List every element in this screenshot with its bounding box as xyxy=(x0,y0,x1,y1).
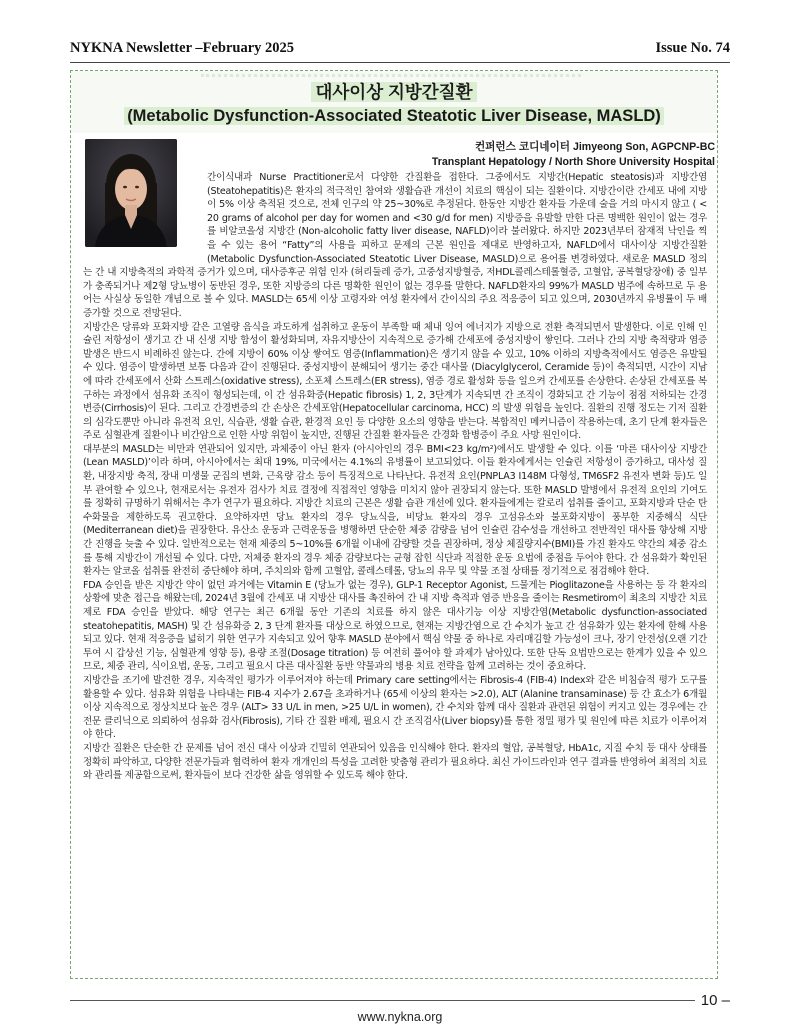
footer-website: www.nykna.org xyxy=(357,1010,443,1024)
header-rule xyxy=(70,62,730,63)
article-body xyxy=(83,171,707,783)
title-band xyxy=(71,71,717,133)
paragraph: 지방간을 조기에 발견한 경우, 지속적인 평가가 이루어져야 하는데 Primary care setting에서는 Fibrosis-4 (FIB-4) Index와 같은 비침습적 평가 도구를 활용할 수 있다. 섬유화 위험을 나타내는 FIB-4 지수가 2.67을 초과하거나 (65세 이상의 환자는 >2.0), ALT (Alanine transaminase) 등 간 효소가 6개월 이상 지속적으로 정상치보다 높은 경우 (ALT> 33 U/L in men, >25 U/L in women), 간 수치와 함께 대사 질환과 관련된 위험이 커지고 있는 경우에는 간 전문 클리닉으로 의뢰하여 섬유화 검사(Fibrosis), 기타 간 질환 배제, 필요시 간 조직검사(Liver biopsy)를 통한 정밀 평가 및 원인에 따른 치료가 이루어져야 한다. xyxy=(83,674,707,741)
paragraph: FDA 승인을 받은 지방간 약이 없던 과거에는 Vitamin E (당뇨가 없는 경우), GLP-1 Receptor Agonist, 드물게는 Pioglitazone을 사용하는 등 각 환자의 상황에 맞춘 접근을 해왔는데, 2024년 3월에 간세포 내 지방산 대사를 촉진하여 간 내 지방 축적과 염증 반응을 줄이는 Resmetirom이 최초의 지방간 치료제로 FDA 승인을 받았다. 해당 연구는 최근 6개월 동안 기존의 치료를 하지 않은 대사기능 이상 지방간염(Metabolic dysfunction-associated steatohepatitis, MASH) 및 간 섬유화증 2, 3 단계 환자를 대상으로 하였으므로, 현재는 지방간염으로 간 수치가 높고 간 섬유화가 있는 환자에 한해 사용되고 있다. 현재 적응증을 넓히기 위한 연구가 지속되고 있어 향후 MASLD 분야에서 핵심 약물 중 하나로 자리매김할 가능성이 크나, 장기 안전성(오랜 기간 투여 시 갑상선 기능, 심혈관계 영향 등), 용량 조절(Dosage titration) 등 여전히 풀어야 할 과제가 남아있다. 또한 단독 요법만으로는 한계가 있을 수 있으므로, 체중 관리, 식이요법, 운동, 그리고 필요시 다른 대사질환 동반 약물과의 병용 치료 전략을 함께 고려하는 것이 중요하다. xyxy=(83,579,707,673)
article-frame xyxy=(70,70,718,979)
footer-rule xyxy=(70,1000,730,1001)
paragraph: 지방간 질환은 단순한 간 문제를 넘어 전신 대사 이상과 긴밀히 연관되어 있음을 인식해야 한다. 환자의 혈압, 공복혈당, HbA1c, 지질 수치 등 대사 상태를 정확히 파악하고, 다양한 전문가들과 협력하여 환자 개개인의 특성을 고려한 맞춤형 관리가 필요하다. 최신 가이드라인과 연구 결과를 반영하여 최적의 치료와 관리를 제공함으로써, 환자들이 보다 건강한 삶을 영위할 수 있도록 해야 한다. xyxy=(83,742,707,782)
page-number: 10 – xyxy=(695,992,732,1009)
photo-wrap-spacer xyxy=(83,171,207,263)
author-affiliation-line: Transplant Hepatology / North Shore University Hospital xyxy=(431,156,715,168)
paragraph: 지방간은 당류와 포화지방 같은 고열량 음식을 과도하게 섭취하고 운동이 부족할 때 체내 잉여 에너지가 지방으로 전환 축적되면서 발생한다. 이로 인해 인슐린 저항성이 생기고 간 내 신생 지방 합성이 활성화되며, 자유지방산이 지속적으로 증가해 간세포에 중성지방이 쌓인다. 그러나 간의 지방 축적량과 염증 발생은 반드시 비례하진 않는다. 간에 지방이 60% 이상 쌓여도 염증(Inflammation)은 생기지 않을 수 있고, 10% 이하의 지방축적에서도 염증은 유발될 수 있다. 염증이 발생하면 보통 다음과 같이 진행된다. 중성지방이 분해되어 생기는 중간 대사물 (Diacylglycerol, Ceramide 등)이 축적되면, 시간이 지남에 따라 간세포에서 산화 스트레스(oxidative stress), 소포체 스트레스(ER stress), 염증 경로 활성화 등을 일으켜 간세포를 손상한다. 손상된 간세포를 복구하는 과정에서 섬유화 조직이 형성되는데, 이 간 섬유화증(Hepatic fibrosis) 1, 2, 3단계가 지속되면 간 조직이 경화되고 간 기능이 점점 저하되는 간경변증(Cirrhosis)이 된다. 그리고 간경변증의 간 손상은 간세포암(Hepatocellular carcinoma, HCC) 의 발생 위험을 높인다. 질환의 진행 정도는 기저 질환의 심각도뿐만 아니라 유전적 요인, 식습관, 생활 습관, 환경적 요인 등 다양한 요소의 영향을 받는다. 복합적인 메커니즘이 작용하는데, 초기 단계 환자들은 주로 심혈관계 질환이나 비간암으로 인한 사망 위험이 높지만, 진행된 간질환 환자들은 간경화 합병증이 주요 사망 원인이다. xyxy=(83,321,707,442)
newsletter-header xyxy=(70,38,730,62)
paragraph: 간이식내과 Nurse Practitioner로서 다양한 간질환을 접한다. 그중에서도 지방간(Hepatic steatosis)과 지방간염(Steatohepatitis)은 환자의 적극적인 참여와 생활습관 개선이 치료의 핵심이 되는 질환이다. 지방간이란 간세포 내에 지방이 5% 이상 축적된 것으로, 전체 인구의 약 25~30%로 추정된다. 한동안 지방간 환자들 가운데 술을 거의 마시지 않고 ( < 20 grams of alcohol per day for women and <30 g/d for men) 지방증을 유발할 만한 다른 명백한 원인이 없는 경우를 비알코올성 지방간 (Non-alcoholic fatty liver disease, NAFLD)이라 불러왔다. 하지만 2023년부터 잠재적 낙인을 찍을 수 있는 용어 “Fatty”의 사용을 피하고 문제의 근본 원인을 제대로 반영하고자, NAFLD에서 대사이상 지방간질환(Metabolic Dysfunction-Associated Steatotic Liver Disease, MASLD)으로 용어를 변경하였다. 새로운 MASLD 정의는 간 내 지방축적의 과학적 증거가 있으며, 대사증후군 위험 인자 (허리둘레 증가, 고중성지방혈증, 저HDL콜레스테롤혈증, 고혈압, 공복혈당장애) 중 일부가 충족되거나 제2형 당뇨병이 동반된 경우, 또한 지방증의 다른 명확한 원인이 없는 경우를 말한다. NAFLD환자의 99%가 MASLD 범주에 속하므로 두 용어는 사실상 동일한 개념으로 볼 수 있다. MASLD는 65세 이상 고령자와 여성 환자에서 간이식의 주요 적응증이 되고 있으며, 2030년까지 유병률이 두 배 증가할 것으로 전망된다. xyxy=(83,172,707,319)
author-name-line: 컨퍼런스 코디네이터 Jimyeong Son, AGPCNP-BC xyxy=(474,141,715,153)
article-title-korean: 대사이상 지방간질환 xyxy=(71,79,717,104)
newsletter-name: NYKNA Newsletter –February 2025 xyxy=(70,40,295,56)
paragraph: 대부분의 MASLD는 비만과 연관되어 있지만, 과체중이 아닌 환자 (아시아인의 경우 BMI<23 kg/m²)에서도 발생할 수 있다. 이를 ‘마른 대사이상 지방간 (Lean MASLD)’이라 하며, 아시아에서는 최대 19%, 미국에서는 4.1%의 유병률이 보고되었다. 이들 환자에게서는 인슐린 저항성이 증가하고, 대사성 질환, 내장지방 축적, 장내 미생물 군집의 변화, 근육량 감소 등이 특징적으로 나타난다. 유전적 요인(PNPLA3 I148M 다형성, TM6SF2 유전자 변화 등)도 일부 관여할 수 있으나, 현재로서는 유전자 검사가 치료 결정에 직접적인 영향을 미치지 않아 권장되지 않는다. 또한 MASLD 발병에서 유전적 요인의 기여도를 정확히 규명하기 위해서는 추가 연구가 필요하다. 지방간 치료의 근본은 생활 습관 개선에 있다. 환자들에게는 칼로리 섭취를 줄이고, 포화지방과 단순 탄수화물을 제한하도록 권고한다. 요약하자면 당뇨 환자의 경우 당뇨식을, 비당뇨 환자의 경우 고섬유소와 불포화지방이 풍부한 지중해식 식단(Mediterranean diet)을 권장한다. 유산소 운동과 근력운동을 병행하면 단순한 체중 감량을 넘어 인슐린 감수성을 개선하고 전반적인 대사를 향상해 지방간 진행을 늦출 수 있다. 일반적으로는 현재 체중의 5~10%를 6개월 이내에 감량할 것을 권장하며, 정상 체질량지수(BMI)를 가진 환자도 약간의 체중 감소를 통해 지방간이 개선될 수 있다. 다만, 저체중 환자의 경우 체중 감량보다는 균형 잡힌 식단과 적절한 운동 요법에 중점을 두어야 한다. 간 섬유화가 확인된 환자는 알코올 섭취를 완전히 중단해야 하며, 주치의와 함께 고혈압, 콜레스테롤, 당뇨의 유무 및 약물 조절 상태를 정기적으로 점검해야 한다. xyxy=(83,443,707,578)
issue-number: Issue No. 74 xyxy=(655,40,730,56)
article-title-english: (Metabolic Dysfunction-Associated Steatotic Liver Disease, MASLD) xyxy=(71,107,717,126)
